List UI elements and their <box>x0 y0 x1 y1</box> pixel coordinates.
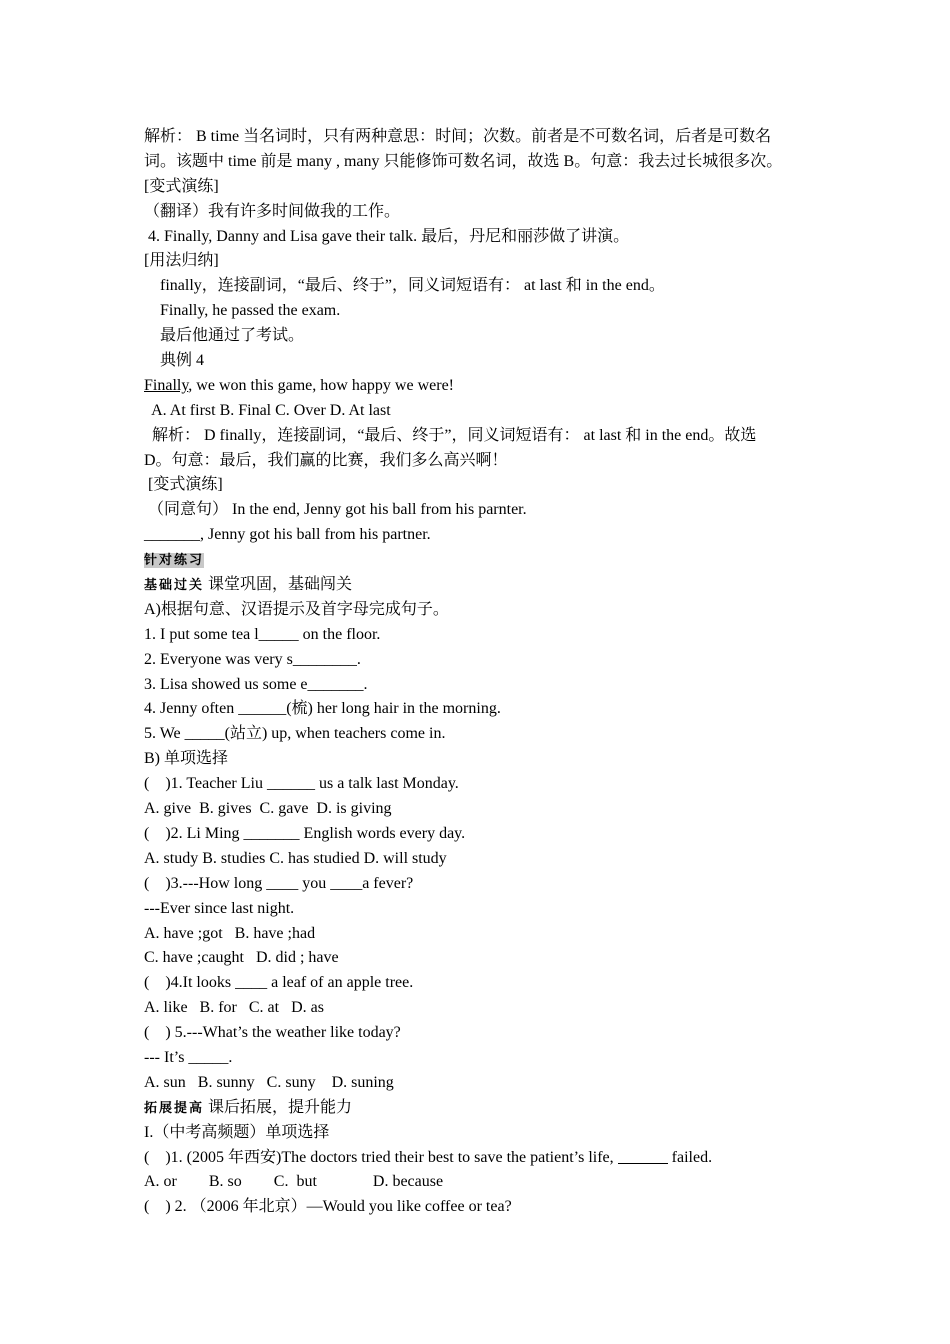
text-line: ( )1. Teacher Liu ______ us a talk last Monday. <box>144 775 459 793</box>
text-line: 最后他通过了考试。 <box>160 327 305 345</box>
text-line: 4. Finally, Danny and Lisa gave their talk. 最后，丹尼和丽莎做了讲演。 <box>144 227 630 245</box>
text-line: ---Ever since last night. <box>144 899 295 917</box>
section-tag: 基础过关 <box>144 578 205 594</box>
text-line: _______, Jenny got his ball from his partner. <box>144 526 431 544</box>
text-line: D。句意：最后，我们赢的比赛，我们多么高兴啊！ <box>144 451 508 469</box>
text-line: Finally, he passed the exam. <box>160 302 341 320</box>
text-line: I.（中考高频题）单项选择 <box>144 1123 330 1141</box>
text-line: 典例 4 <box>160 352 205 370</box>
text-line: finally，连接副词，“最后、终于”，同义词短语有： at last 和 in the end。 <box>160 277 665 295</box>
text-line: ( )2. Li Ming _______ English words every day. <box>144 824 466 842</box>
text-line: A. like B. for C. at D. as <box>144 999 324 1017</box>
text-line: A. or B. so C. but D. because <box>144 1173 444 1191</box>
text-line: [变式演练] <box>144 476 223 494</box>
text-line: 2. Everyone was very s________. <box>144 650 361 668</box>
section-heading: 拓展提高 课后拓展，提升能力 <box>144 1098 353 1116</box>
text-line: A. study B. studies C. has studied D. will study <box>144 849 447 867</box>
text-line: ( )1. (2005 年西安)The doctors tried their best to save the patient’s life, failed. <box>144 1148 713 1166</box>
text-line: A. At first B. Final C. Over D. At last <box>144 401 391 419</box>
text-line: ( )4.It looks ____ a leaf of an apple tree. <box>144 974 414 992</box>
answer-blank <box>618 1147 668 1164</box>
text-line: （同意句） In the end, Jenny got his ball from his parnter. <box>144 501 527 519</box>
text-line: 词。该题中 time 前是 many , many 只能修饰可数名词，故选 B。句意：我去过长城很多次。 <box>144 152 783 170</box>
section-heading <box>144 547 810 572</box>
text-line: C. have ;caught D. did ; have <box>144 949 339 967</box>
text-line: ( ) 5.---What’s the weather like today? <box>144 1024 401 1042</box>
text-line: 5. We _____(站立) up, when teachers come in. <box>144 725 446 743</box>
text-line: [变式演练] <box>144 177 219 195</box>
text-line: A. give B. gives C. gave D. is giving <box>144 800 392 818</box>
text-line: --- It’s _____. <box>144 1048 233 1066</box>
text-line: ( )3.---How long ____ you ____a fever? <box>144 874 414 892</box>
underlined-word: Finally <box>144 376 189 394</box>
section-heading: 基础过关 课堂巩固，基础闯关 <box>144 576 353 594</box>
text-line: A. sun B. sunny C. suny D. suning <box>144 1073 394 1091</box>
text-line: 解析： D finally，连接副词，“最后、终于”，同义词短语有： at last 和 in the end。故选 <box>144 426 757 444</box>
text-line: 4. Jenny often ______(梳) her long hair in the morning. <box>144 700 501 718</box>
document-body <box>144 124 810 1219</box>
text-line: A. have ;got B. have ;had <box>144 924 316 942</box>
text-line: 解析： B time 当名词时，只有两种意思：时间；次数。前者是不可数名词，后者是可数名 <box>144 128 772 145</box>
text-line: 1. I put some tea l_____ on the floor. <box>144 625 381 643</box>
text-line: A)根据句意、汉语提示及首字母完成句子。 <box>144 600 449 618</box>
text-line: ( ) 2. （2006 年北京）—Would you like coffee or tea? <box>144 1198 512 1216</box>
text-line: 3. Lisa showed us some e_______. <box>144 675 368 693</box>
section-tag: 拓展提高 <box>144 1100 205 1116</box>
section-tag: 针对练习 <box>144 553 205 569</box>
text-line: [用法归纳] <box>144 252 219 270</box>
text-line: B) 单项选择 <box>144 750 229 768</box>
text-line: （翻译）我有许多时间做我的工作。 <box>144 202 401 220</box>
text-line: Finally, we won this game, how happy we were! <box>144 376 454 394</box>
